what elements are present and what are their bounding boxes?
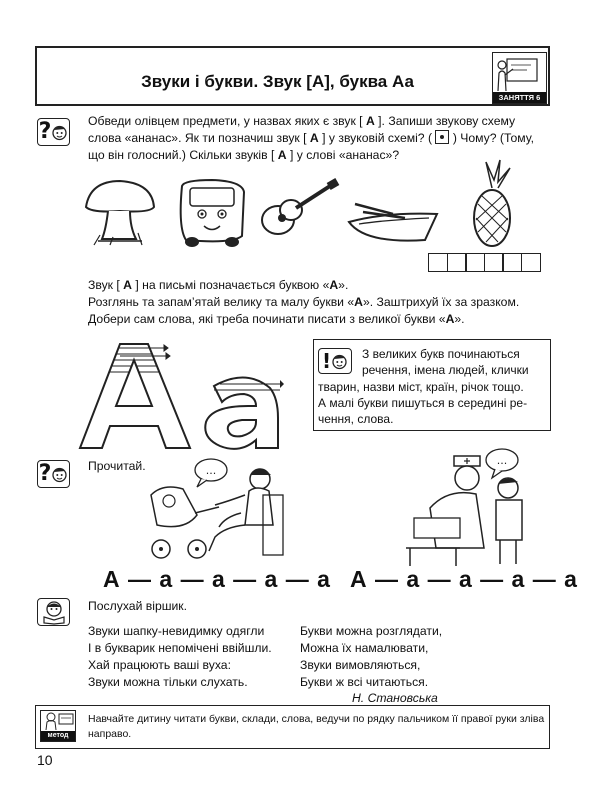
letter-instructions: Звук [ А ] на письмі позначається буквою «А». Розглянь та запам’ятай велику та малу букви «А». Заштрихуй їх за зразком. Добери сам слова, які треба починати писати з великої букви «А». <box>88 278 520 326</box>
method-text: Навчайте дитину читати букви, склади, слова, ведучи по рядку пальчиком її правої руки зліва направо. <box>88 713 545 740</box>
poem-line: Звуки можна тільки слухать. <box>88 675 248 689</box>
task1-text: Обведи олівцем предмети, у назвах яких є звук [ А ]. Запиши звукову схему слова «ананас». Як ти позначиш звук [ А ] у звуковій схемі? ( ) Чому? (Тому, що він голосний.) Скільки звуків [ А ] у слові «ананас»? <box>88 114 535 162</box>
read-label: Прочитай. <box>88 459 146 473</box>
kid-face-icon <box>331 353 348 370</box>
pineapple-picture <box>468 160 516 250</box>
method-icon <box>40 710 76 742</box>
schema-cell[interactable] <box>428 253 448 272</box>
poem-line: Букви можна розглядати, <box>300 624 443 638</box>
poem-line: Звуки вимовляються, <box>300 658 421 672</box>
info-line: тварин, назви міст, країн, річок тощо. <box>318 380 524 394</box>
info-line: речення, імена людей, клички <box>362 363 529 377</box>
mother-stroller-picture <box>145 455 290 565</box>
mushroom-picture <box>80 175 160 250</box>
exclamation-icon: ! <box>318 348 352 374</box>
syllable-line-right: А — а — а — а — а <box>350 566 578 592</box>
schema-cell[interactable] <box>447 253 467 272</box>
schema-cell[interactable] <box>521 253 541 272</box>
poem-label: Послухай віршик. <box>88 599 188 613</box>
kid-with-book-icon <box>40 600 68 624</box>
sound-schema[interactable] <box>428 253 539 272</box>
lesson-label: ЗАНЯТТЯ 6 <box>493 92 546 103</box>
info-line: чення, слова. <box>318 412 394 426</box>
poem-line: І в букварик непомічені ввійшли. <box>88 641 272 655</box>
parent-child-icon <box>41 711 75 731</box>
speech-bubble: ... <box>205 464 217 477</box>
big-letters-aa <box>90 340 300 452</box>
speech-bubble: ... <box>496 454 508 467</box>
bus-picture <box>172 178 250 250</box>
page-title: Звуки і букви. Звук [А], буква Аа <box>141 72 414 91</box>
info-line: З великих букв починаються <box>362 347 520 361</box>
poem-line: Букви ж всі читаються. <box>300 675 429 689</box>
teacher-at-board-icon <box>493 53 546 93</box>
guitar-picture <box>258 178 343 240</box>
question-icon: ? <box>37 118 70 146</box>
lesson-badge <box>492 52 547 104</box>
method-badge-label: метод <box>41 731 75 741</box>
info-line: А малі букви пишуться в середині ре- <box>318 396 528 410</box>
schema-cell[interactable] <box>484 253 504 272</box>
poem-left-column <box>88 623 298 691</box>
kid-face-icon <box>51 466 68 483</box>
kid-face-icon <box>51 124 68 141</box>
poem-author: Н. Становська <box>352 691 438 705</box>
poem-line: Звуки шапку-невидимку одягли <box>88 624 265 638</box>
question-icon: ? <box>37 460 70 488</box>
poem-line: Можна їх намалювати, <box>300 641 429 655</box>
boat-picture <box>345 200 440 248</box>
syllable-line-left: А — а — а — а — а <box>103 566 331 592</box>
doctor-boy-picture <box>400 448 535 568</box>
listening-icon <box>37 598 70 626</box>
poem-line: Хай працюють ваші вуха: <box>88 658 231 672</box>
poem-right-column <box>300 623 500 691</box>
page-number: 10 <box>37 752 53 768</box>
schema-cell[interactable] <box>502 253 522 272</box>
vowel-symbol-box <box>435 130 449 144</box>
schema-cell[interactable] <box>465 253 485 272</box>
